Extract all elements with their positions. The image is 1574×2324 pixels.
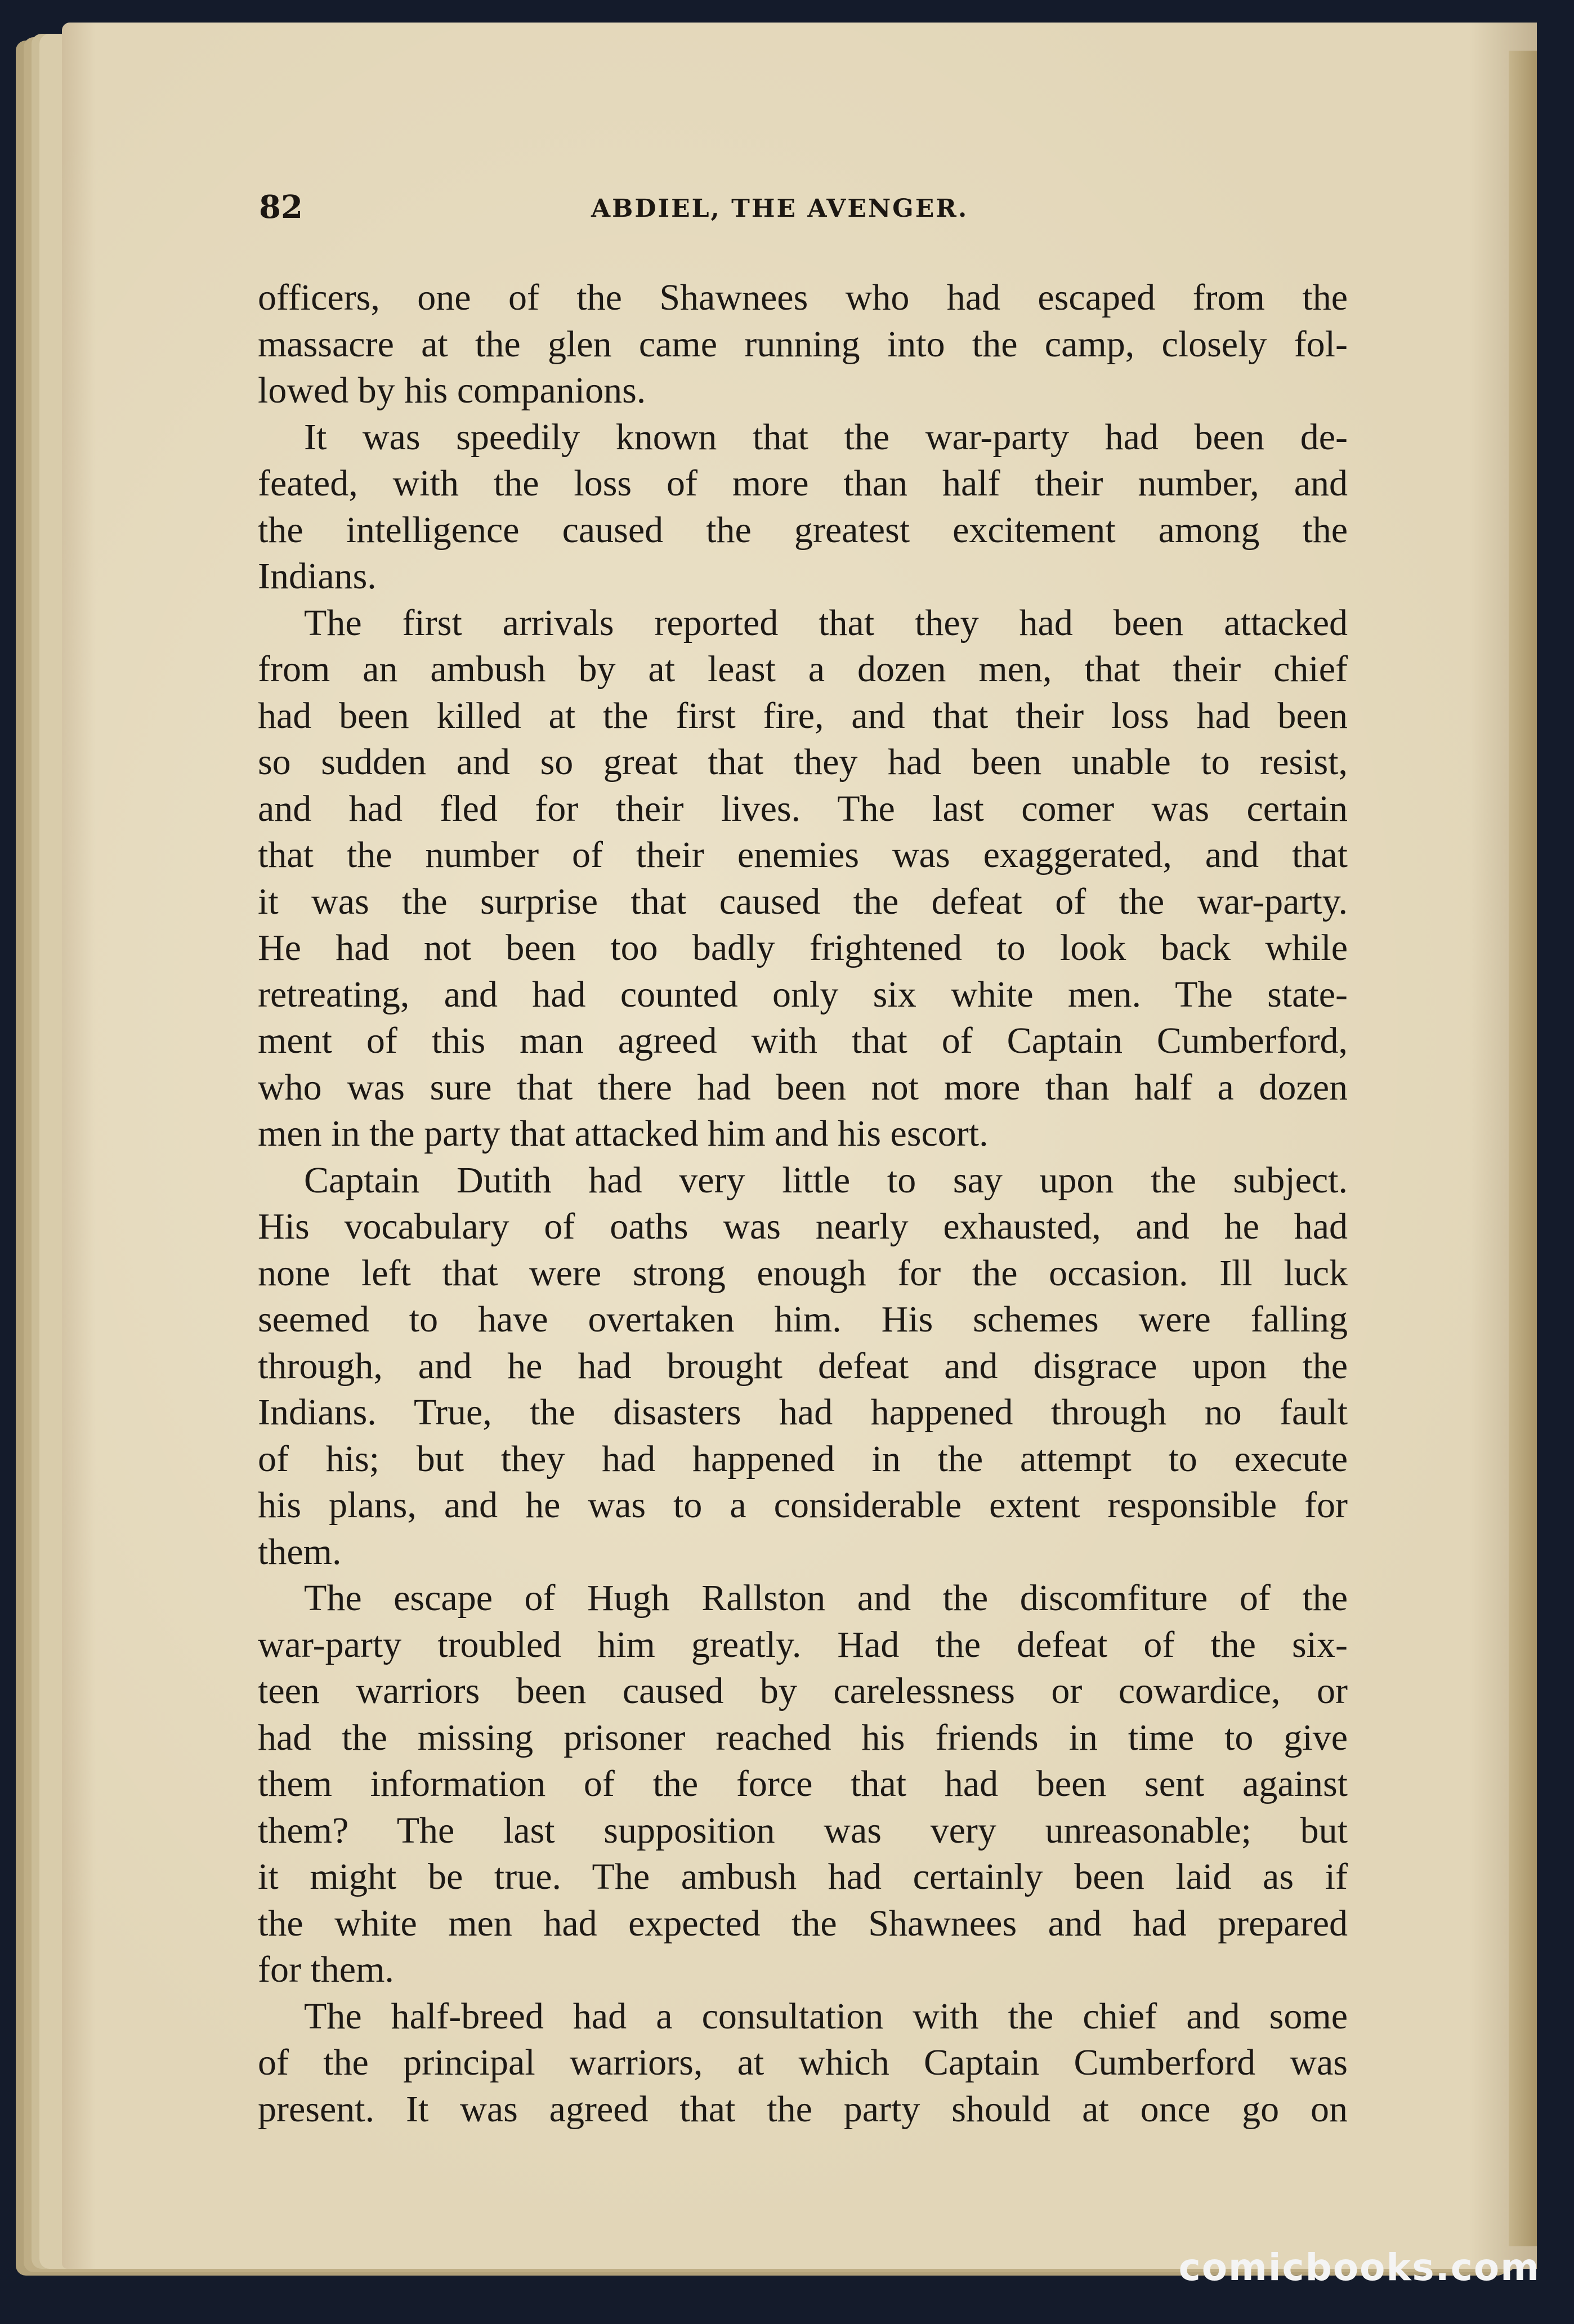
text-line: of his; but they had happened in the attempt to execute [258,1438,1348,1480]
running-title: ABDIEL, THE AVENGER. [591,194,969,223]
body-text [258,275,1348,2133]
paragraph [258,1994,1348,2133]
page-header [259,189,1385,234]
text-line: massacre at the glen came running into the camp, closely fol- [258,323,1348,365]
text-line: and had fled for their lives. The last comer was certain [258,788,1348,829]
text-line: men in the party that attacked him and his escort. [258,1113,989,1154]
text-line: The first arrivals reported that they had been attacked [304,602,1348,643]
text-line: for them. [258,1949,394,1990]
text-line: He had not been too badly frightened to look back while [258,927,1348,968]
text-line: had the missing prisoner reached his friends in time to give [258,1717,1348,1758]
paragraph [258,600,1348,1157]
text-line: ment of this man agreed with that of Captain Cumberford, [258,1020,1348,1061]
text-line: His vocabulary of oaths was nearly exhausted, and he had [258,1206,1348,1247]
watermark: comicbooks.com [1178,2246,1540,2289]
text-line: from an ambush by at least a dozen men, that their chief [258,649,1348,690]
text-line: of the principal warriors, at which Captain Cumberford was [258,2042,1348,2083]
paragraph [258,1157,1348,1576]
text-line: The half-breed had a consultation with the chief and some [304,1995,1348,2037]
text-line: it was the surprise that caused the defeat of the war-party. [258,881,1348,922]
text-line: It was speedily known that the war-party had been de- [304,416,1348,458]
text-line: seemed to have overtaken him. His schemes were falling [258,1299,1348,1340]
text-line: lowed by his companions. [258,370,646,411]
text-line: so sudden and so great that they had been unable to resist, [258,741,1348,783]
text-line: the intelligence caused the greatest excitement among the [258,509,1348,551]
paragraph [258,1575,1348,1994]
text-line: The escape of Hugh Rallston and the discomfiture of the [304,1577,1348,1619]
text-line: through, and he had brought defeat and disgrace upon the [258,1345,1348,1387]
text-line: officers, one of the Shawnees who had escaped from the [258,277,1348,318]
text-line: who was sure that there had been not more than half a dozen [258,1066,1348,1108]
text-line: them? The last supposition was very unreasonable; but [258,1809,1348,1851]
text-line: it might be true. The ambush had certainly been laid as if [258,1856,1348,1897]
text-line: none left that were strong enough for the occasion. Ill luck [258,1252,1348,1294]
text-line: Indians. True, the disasters had happened through no fault [258,1392,1348,1433]
text-line: them. [258,1531,342,1572]
text-line: war-party troubled him greatly. Had the defeat of the six- [258,1624,1348,1665]
page-edge [1509,51,1537,2246]
text-line: feated, with the loss of more than half their number, and [258,463,1348,504]
text-line: them information of the force that had been sent against [258,1763,1348,1804]
text-line: Indians. [258,556,377,597]
text-line: Captain Dutith had very little to say upon the subject. [304,1159,1348,1201]
text-line: that the number of their enemies was exaggerated, and that [258,834,1348,875]
text-line: teen warriors been caused by carelessness or cowardice, or [258,1670,1348,1711]
text-line: his plans, and he was to a considerable extent responsible for [258,1485,1348,1526]
text-line: retreating, and had counted only six white men. The state- [258,973,1348,1015]
paragraph [258,275,1348,414]
page-number: 82 [259,189,303,226]
text-line: had been killed at the first fire, and that their loss had been [258,695,1348,736]
text-line: present. It was agreed that the party should at once go on [258,2088,1348,2130]
paragraph [258,414,1348,600]
text-line: the white men had expected the Shawnees and had prepared [258,1902,1348,1944]
